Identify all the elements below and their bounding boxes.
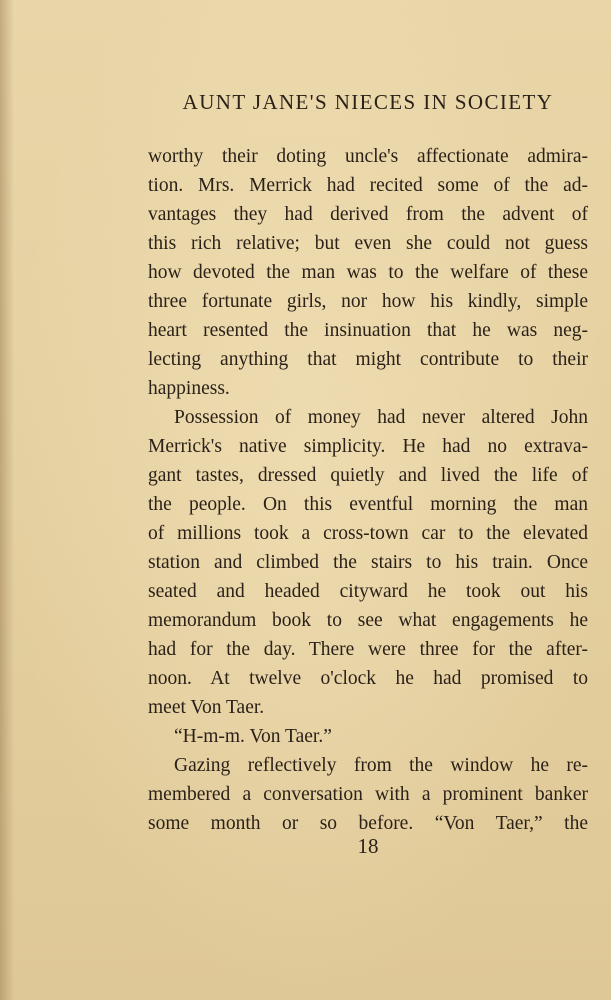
running-head: AUNT JANE'S NIECES IN SOCIETY — [182, 90, 554, 114]
text-line: memorandum book to see what engagements he — [148, 610, 588, 631]
text-line: Merrick's native simplicity. He had no extrava- — [148, 436, 588, 457]
text-line: of millions took a cross-town car to the elevated — [148, 523, 588, 544]
text-line: meet Von Taer. — [148, 697, 265, 718]
text-line: lecting anything that might contribute to their — [148, 349, 588, 370]
body-text — [148, 142, 588, 838]
text-line: happiness. — [148, 378, 230, 399]
text-line: how devoted the man was to the welfare of these — [148, 262, 588, 283]
text-line: station and climbed the stairs to his train. Once — [148, 552, 588, 573]
text-line: membered a conversation with a prominent banker — [148, 784, 588, 805]
text-line: Gazing reflectively from the window he re- — [174, 755, 588, 776]
text-line: noon. At twelve o'clock he had promised to — [148, 668, 588, 689]
text-line: tion. Mrs. Merrick had recited some of the ad- — [148, 175, 588, 196]
text-line: Possession of money had never altered John — [174, 407, 588, 428]
text-line: vantages they had derived from the advent of — [148, 204, 588, 225]
text-line: this rich relative; but even she could not guess — [148, 233, 588, 254]
text-line: gant tastes, dressed quietly and lived the life of — [148, 465, 588, 486]
text-line: seated and headed cityward he took out his — [148, 581, 588, 602]
text-line: “H-m-m. Von Taer.” — [174, 726, 332, 747]
text-line: the people. On this eventful morning the man — [148, 494, 588, 515]
text-line: some month or so before. “Von Taer,” the — [148, 813, 588, 834]
text-line: worthy their doting uncle's affectionate admira- — [148, 146, 588, 167]
page-gutter-shadow — [0, 0, 14, 1000]
text-line: had for the day. There were three for the after- — [148, 639, 588, 660]
text-line: heart resented the insinuation that he was neg- — [148, 320, 588, 341]
text-line: three fortunate girls, nor how his kindly, simple — [148, 291, 588, 312]
page-number: 18 — [357, 834, 379, 858]
